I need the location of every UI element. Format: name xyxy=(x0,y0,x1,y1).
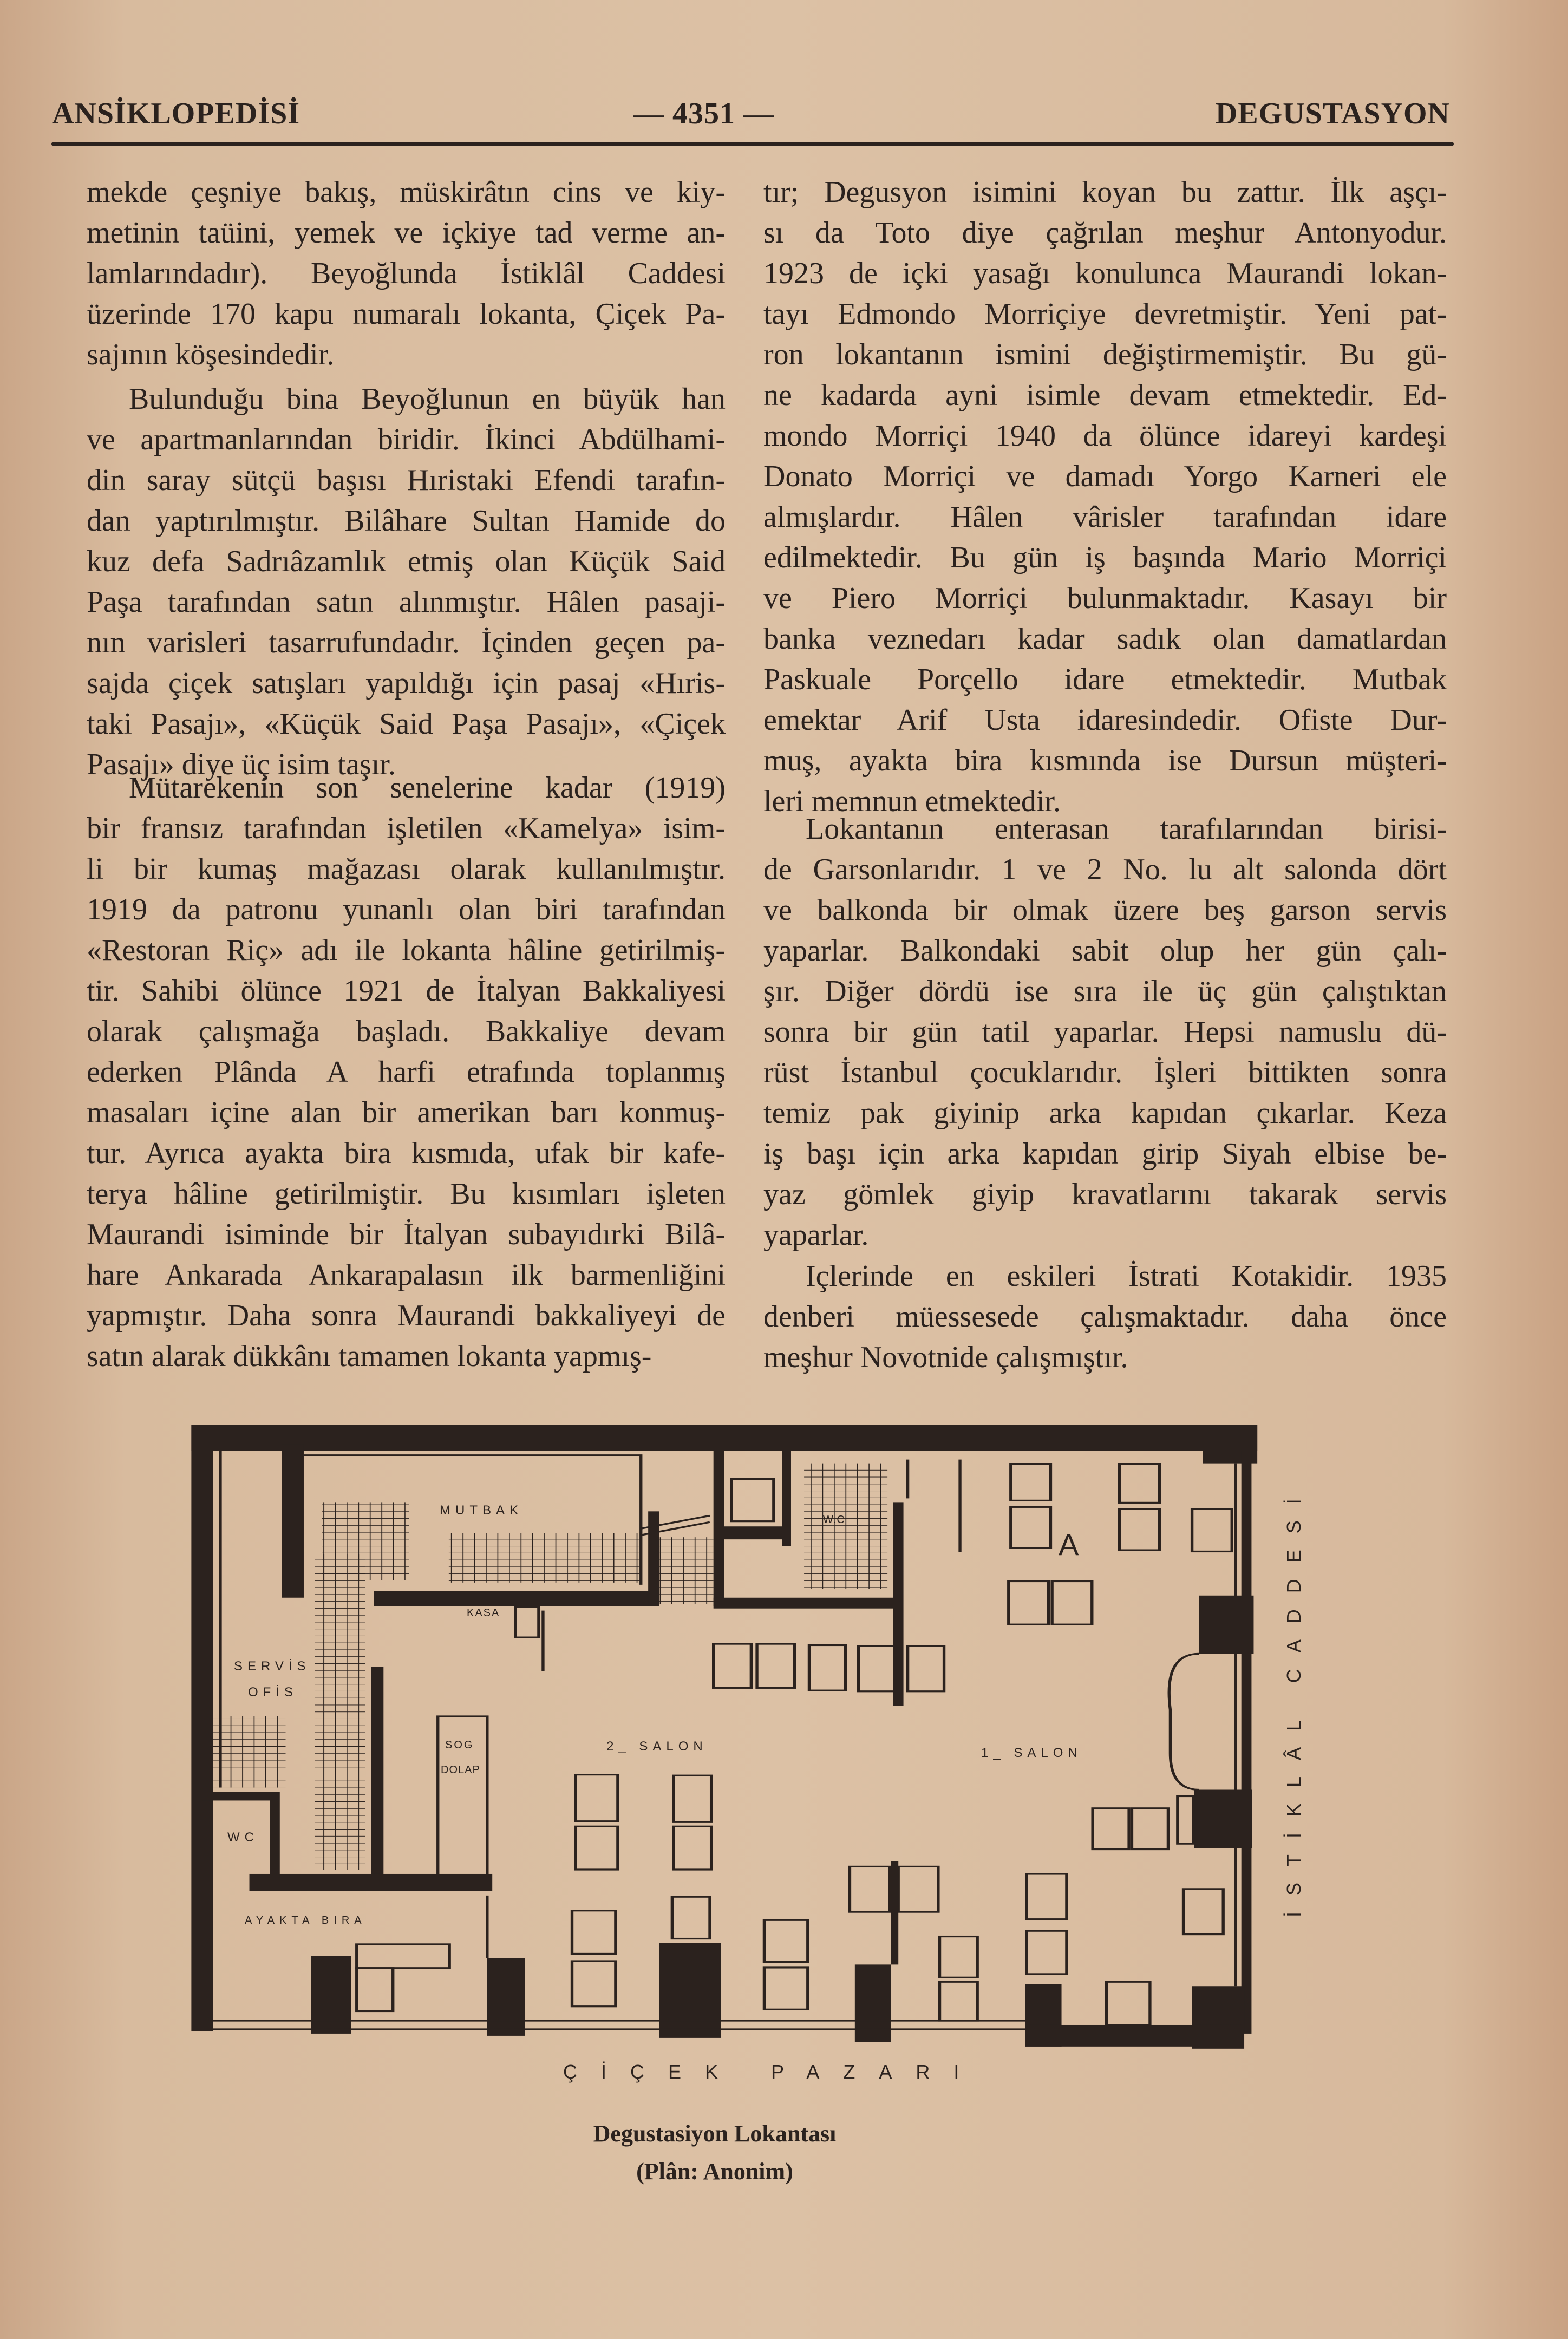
label-salon-1: 1_ SALON xyxy=(981,1746,1082,1760)
text-line: sı da Toto diye çağrılan meşhur Antonyodur. xyxy=(763,216,1447,250)
text-line: Lokantanın enterasan tarafılarından birisi- xyxy=(806,812,1447,846)
text-line: bir fransız tarafından işletilen «Kamelya» isim- xyxy=(87,812,726,845)
text-line: sajda çiçek satışları yapıldığı için pasaj «Hıris- xyxy=(87,667,726,700)
label-salon-2: 2_ SALON xyxy=(606,1739,708,1754)
label-cicek-pazari: ÇİÇEK PAZARI xyxy=(563,2061,983,2083)
paragraph xyxy=(763,1256,1447,1378)
text-line: masaları içine alan bir amerikan barı konmuş- xyxy=(87,1096,726,1129)
text-line: banka veznedarı kadar sadık olan damatlardan xyxy=(763,622,1447,656)
text-line: Maurandi isiminde bir İtalyan subayıdırki Bilâ- xyxy=(87,1218,726,1251)
figure-caption-title: Degustasiyon Lokantası xyxy=(593,2120,837,2147)
text-line: lamlarındadır). Beyoğlunda İstiklâl Caddesi xyxy=(87,257,726,290)
label-wc-top: W.C xyxy=(823,1514,845,1526)
text-line: yaparlar. Balkondaki sabit olup her gün çalı- xyxy=(763,934,1447,968)
page-number: — 4351 — xyxy=(633,97,774,130)
running-head-left: ANSİKLOPEDİSİ xyxy=(52,97,300,130)
text-line: hare Ankarada Ankarapalasın ilk barmenliğini xyxy=(87,1258,726,1292)
text-line: tayı Edmondo Morriçiye devretmiştir. Yeni pat- xyxy=(763,297,1447,331)
text-line: mondo Morriçi 1940 da ölünce idareyi kardeşi xyxy=(763,419,1447,453)
text-line: olarak çalışmağa başladı. Bakkaliye devam xyxy=(87,1015,726,1048)
paragraph xyxy=(763,809,1447,1256)
text-line: almışlardır. Hâlen vârisler tarafından idare xyxy=(763,500,1447,534)
text-line: emektar Arif Usta idaresindedir. Ofiste Dur- xyxy=(763,703,1447,737)
text-line: de Garsonlarıdır. 1 ve 2 No. lu alt salonda dört xyxy=(763,853,1447,886)
text-line: ve balkonda bir olmak üzere beş garson servis xyxy=(763,893,1447,927)
text-line: ve apartmanlarından biridir. İkinci Abdülhami- xyxy=(87,423,726,456)
floor-plan xyxy=(184,1408,1321,2085)
text-line: kuz defa Sadrıâzamlık etmiş olan Küçük Said xyxy=(87,545,726,578)
text-line: yapmıştır. Daha sonra Maurandi bakkaliyeyi de xyxy=(87,1299,726,1332)
text-line: tir. Sahibi ölünce 1921 de İtalyan Bakkaliyesi xyxy=(87,974,726,1008)
text-line: metinin taüini, yemek ve içkiye tad verme an- xyxy=(87,216,726,250)
text-line: üzerinde 170 kapu numaralı lokanta, Çiçek Pa- xyxy=(87,297,726,331)
text-line: Bulunduğu bina Beyoğlunun en büyük han xyxy=(129,382,726,416)
text-line: terya hâline getirilmiştir. Bu kısımları işleten xyxy=(87,1177,726,1211)
paragraph xyxy=(87,768,726,1377)
text-line: Paşa tarafından satın alınmıştır. Hâlen pasaji- xyxy=(87,585,726,619)
text-line: din saray sütçü başısı Hıristaki Efendi tarafın- xyxy=(87,463,726,497)
text-line: ron lokantanın ismini değiştirmemiştir. Bu gü- xyxy=(763,338,1447,371)
text-line: ederken Plânda A harfi etrafında toplanmış xyxy=(87,1055,726,1089)
label-servis: SERVİS xyxy=(234,1659,311,1674)
paragraph xyxy=(87,172,726,375)
text-line: şır. Diğer dördü ise sıra ile üç gün çalıştıktan xyxy=(763,975,1447,1008)
label-mutbak: MUTBAK xyxy=(440,1503,524,1518)
text-line: mekde çeşniye bakış, müskirâtın cins ve kiy- xyxy=(87,175,726,209)
label-sog: SOG xyxy=(445,1739,474,1751)
text-line: li bir kumaş mağazası olarak kullanılmıştır. xyxy=(87,852,726,886)
label-kasa: KASA xyxy=(467,1607,500,1619)
text-line: 1919 da patronu yunanlı olan biri tarafından xyxy=(87,893,726,926)
text-line: denberi müessesede çalışmaktadır. daha önce xyxy=(763,1300,1447,1334)
text-line: tur. Ayrıca ayakta bira kısmıda, ufak bir kafe- xyxy=(87,1136,726,1170)
text-line: yaz gömlek giyip kravatlarını takarak servis xyxy=(763,1178,1447,1211)
text-line: Mütarekenin son senelerine kadar (1919) xyxy=(129,771,726,805)
text-line: tır; Degusyon isimini koyan bu zattır. İlk aşçı- xyxy=(763,175,1447,209)
text-line: satın alarak dükkânı tamamen lokanta yapmış- xyxy=(87,1340,652,1373)
right-column xyxy=(763,0,1447,1408)
text-line: muş, ayakta bira kısmında ise Dursun müşteri- xyxy=(763,744,1447,778)
label-dolap: DOLAP xyxy=(441,1764,480,1776)
running-head-right: DEGUSTASYON xyxy=(1215,97,1450,130)
label-ayakta-bira: AYAKTA BIRA xyxy=(245,1915,367,1926)
text-line: ne kadarda ayni isimle devam etmektedir. Ed- xyxy=(763,378,1447,412)
text-line: «Restoran Riç» adı ile lokanta hâline getirilmiş- xyxy=(87,933,726,967)
text-line: Paskuale Porçello idare etmektedir. Mutbak xyxy=(763,663,1447,696)
text-line: edilmektedir. Bu gün iş başında Mario Morriçi xyxy=(763,541,1447,574)
text-line: sonra bir gün tatil yaparlar. Hepsi namuslu dü- xyxy=(763,1015,1447,1049)
label-ofis: OFİS xyxy=(248,1685,298,1700)
left-column xyxy=(87,0,726,1408)
label-area-a: A xyxy=(1059,1527,1079,1561)
text-line: meşhur Novotnide çalışmıştır. xyxy=(763,1341,1128,1374)
text-line: 1923 de içki yasağı konulunca Maurandi lokan- xyxy=(763,257,1447,290)
text-line: rüst İstanbul çocuklarıdır. İşleri bittikten sonra xyxy=(763,1056,1447,1089)
text-line: yaparlar. xyxy=(763,1218,869,1252)
text-line: Donato Morriçi ve damadı Yorgo Karneri ele xyxy=(763,460,1447,493)
text-line: taki Pasajı», «Küçük Said Paşa Pasajı», «Çiçek xyxy=(87,707,726,741)
label-istiklal-caddesi: İSTİKLÂL CADDESİ xyxy=(1283,1482,1305,1917)
paragraph xyxy=(87,379,726,785)
text-line: nın varisleri tasarrufundadır. İçinden geçen pa- xyxy=(87,626,726,659)
text-line: Içlerinde en eskileri İstrati Kotakidir. 1935 xyxy=(806,1259,1447,1293)
text-line: temiz pak giyinip arka kapıdan çıkarlar. Keza xyxy=(763,1096,1447,1130)
text-line: dan yaptırılmıştır. Bilâhare Sultan Hamide do xyxy=(87,504,726,538)
text-line: leri memnun etmektedir. xyxy=(763,785,1061,818)
text-line: ve Piero Morriçi bulunmaktadır. Kasayı bir xyxy=(763,582,1447,615)
text-line: Pasajı» diye üç isim taşır. xyxy=(87,748,396,781)
text-line: sajının köşesindedir. xyxy=(87,338,335,371)
paragraph xyxy=(763,172,1447,822)
text-line: iş başı için arka kapıdan girip Siyah elbise be- xyxy=(763,1137,1447,1171)
label-wc-left: WC xyxy=(227,1830,259,1845)
figure-caption-credit: (Plân: Anonim) xyxy=(636,2158,793,2185)
